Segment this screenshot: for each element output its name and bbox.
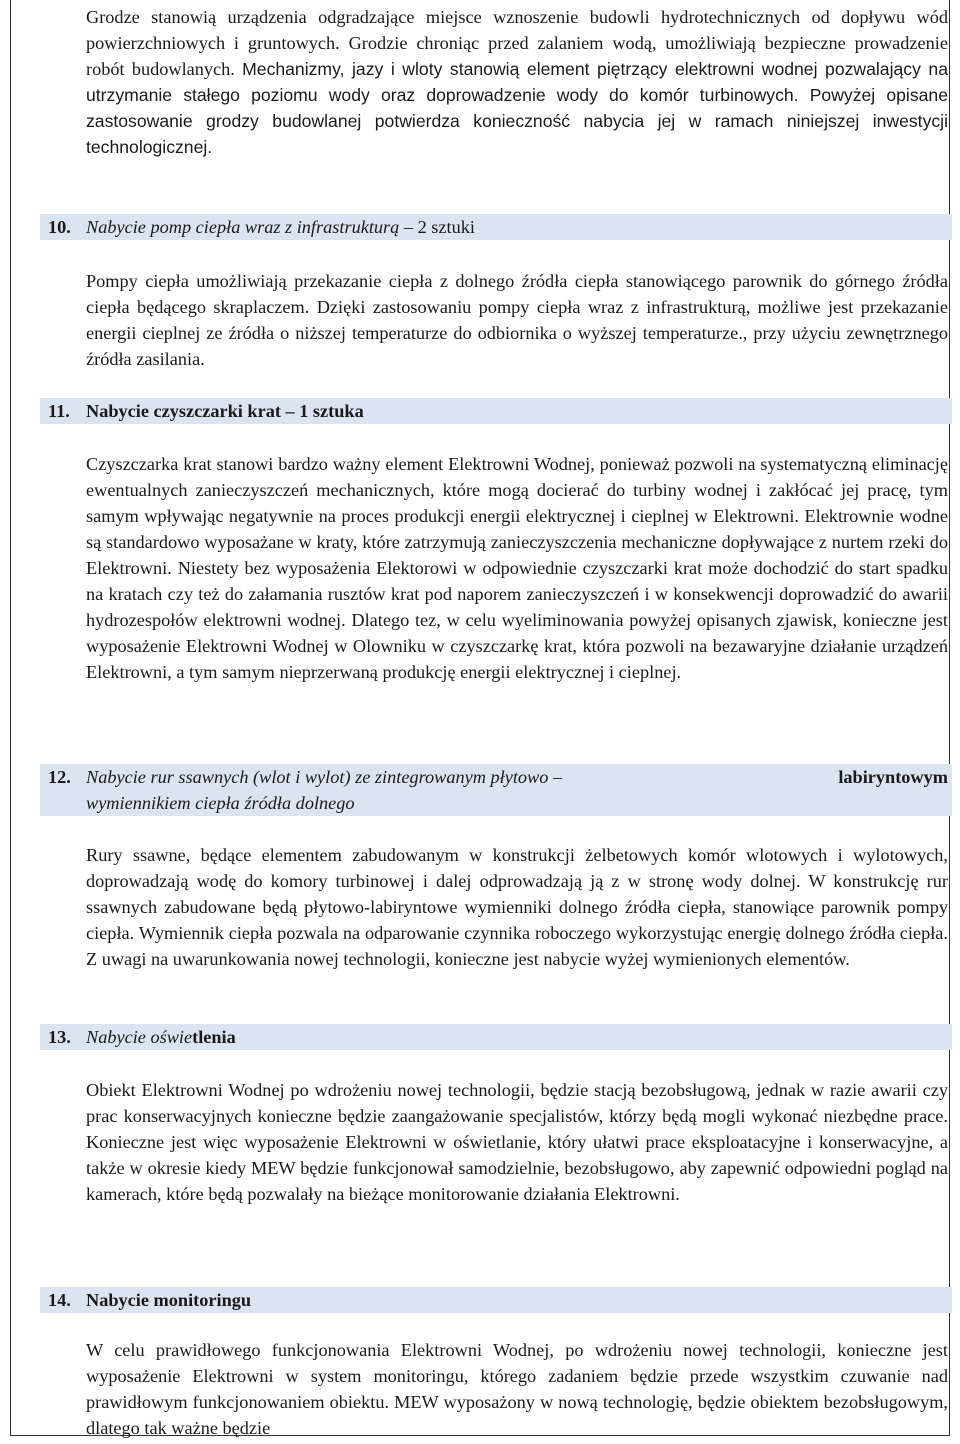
intro-text-serif: Grodze stanowią urządzenia odgradzające miejsce wznoszenie budowli hydrotechnicznych od dopływu wód powierzchniowych i gruntowych. Grodzie chroniąc przed zalaniem wodą, umożliwiają bezpieczne prowadzenie robót budowlanych. bbox=[86, 7, 948, 79]
section-title-rest: tlenia bbox=[192, 1027, 236, 1047]
section-heading-11 bbox=[40, 398, 952, 424]
section-body-11: Czyszczarka krat stanowi bardzo ważny element Elektrowni Wodnej, ponieważ pozwoli na systematyczną eliminację ewentualnych zanieczyszczeń mechanicznych, które mogą docierać do turbiny wodnej i zakłócać jej pracę, tym samym wpływając negatywnie na proces produkcji energii elektrycznej i cieplnej w Elektrowni. Elektrownie wodne są standardowo wyposażane w kraty, które zatrzymują zanieczyszczenia mechaniczne dopływające z nurtem rzeki do Elektrowni. Niestety bez wyposażenia Elektorowi w odpowiednie czyszczarki krat może dochodzić do start spadku na kratach czy też do załamania rusztów krat pod naporem zanieczyszczeń i w konsekwencji doprowadzić do awarii hydrozespołów elektrowni wodnej. Dlatego tez, w celu wyeliminowania powyżej opisanych zjawisk, konieczne jest wyposażenie Elektrowni Wodnej w Olowniku w czyszczarkę krat, która pozwoli na bezawaryjne działanie urządzeń Elektrowni, a tym samym nieprzerwaną produkcję energii elektrycznej i cieplnej. bbox=[86, 454, 948, 682]
section-body-10: Pompy ciepła umożliwiają przekazanie ciepła z dolnego źródła ciepła stanowiącego parownik do górnego źródła ciepła będącego skraplaczem. Dzięki zastosowaniu pompy ciepła wraz z infrastrukturą, możliwe jest przekazanie energii cieplnej ze źródła o niższej temperaturze do odbiornika o wyższej temperaturze., przy użyciu zewnętrznego źródła zasilania. bbox=[86, 271, 948, 369]
section-number: 10. bbox=[48, 217, 71, 237]
section-number: 12. bbox=[48, 767, 71, 787]
section-title-row1 bbox=[48, 764, 952, 790]
section-number: 11. bbox=[48, 401, 70, 421]
section-body-13: Obiekt Elektrowni Wodnej po wdrożeniu nowej technologii, będzie stacją bezobsługową, jednak w razie awarii czy prac konserwacyjnych konieczne będzie zaangażowanie specjalistów, którzy będą mogli wykonać niezbędne prace. Konieczne jest więc wyposażenie Elektrowni w oświetlanie, który ułatwi prace eksploatacyjne i konserwacyjne, a także w okresie kiedy MEW będzie funkcjonował samodzielnie, bezobsługowo, aby zapewnić odpowiedni pogląd na kamerach, które będą pozwalały na bieżące monitorowanie działania Elektrowni. bbox=[86, 1080, 948, 1204]
section-heading-13 bbox=[40, 1024, 952, 1050]
section-title-rest: labiryntowym bbox=[838, 767, 948, 787]
intro-paragraph bbox=[86, 4, 948, 160]
section-title-italic: Nabycie oświe bbox=[86, 1027, 193, 1047]
section-number: 14. bbox=[48, 1290, 71, 1310]
section-number: 13. bbox=[48, 1027, 71, 1047]
intro-text-sans: Mechanizmy, jazy i wloty stanowią element piętrzący elektrowni wodnej pozwalający na utrzymanie stałego poziomu wody oraz doprowadzenie wody do komór turbinowych. Powyżej opisane zastosowanie grodzy budowlanej potwierdza konieczność nabycia jej w ramach niniejszej inwestycji technologicznej. bbox=[86, 59, 948, 157]
section-body-12: Rury ssawne, będące elementem zabudowanym w konstrukcji żelbetowych komór wlotowych i wylotowych, doprowadzają wodę do komory turbinowej i dalej odprowadzają ją z w stronę wody dolnej. W konstrukcję rur ssawnych zabudowane będą płytowo-labiryntowe wymienniki dolnego źródła ciepła, stanowiące parownik pompy ciepła. Wymiennik ciepła pozwala na odparowanie czynnika roboczego wykorzystując energię dolnego źródła ciepła. Z uwagi na uwarunkowania nowej technologii, konieczne jest nabycie wyżej wymienionych elementów. bbox=[86, 845, 948, 969]
section-title-line2: wymiennikiem ciepła źródła dolnego bbox=[86, 793, 355, 813]
section-heading-12 bbox=[40, 764, 952, 816]
section-title-rest: 2 sztuki bbox=[417, 217, 475, 237]
section-title-rest: Nabycie czyszczarki krat – 1 sztuka bbox=[86, 401, 364, 421]
section-heading-10 bbox=[40, 214, 952, 240]
section-heading-14 bbox=[40, 1287, 952, 1313]
section-title-italic: Nabycie pomp ciepła wraz z infrastrukturą – bbox=[86, 217, 418, 237]
section-body-14: W celu prawidłowego funkcjonowania Elektrowni Wodnej, po wdrożeniu nowej technologii, konieczne jest wyposażenie Elektrowni w system monitoringu, którego zadaniem będzie przede wszystkim czuwanie nad prawidłowym funkcjonowaniem obiektu. MEW wyposażony w nową technologię, będzie obiektem bezobsługowym, dlatego tak ważne będzie bbox=[86, 1340, 948, 1438]
section-title-rest: Nabycie monitoringu bbox=[86, 1290, 252, 1310]
section-title-italic: Nabycie rur ssawnych (wlot i wylot) ze zintegrowanym płytowo – bbox=[86, 767, 563, 787]
